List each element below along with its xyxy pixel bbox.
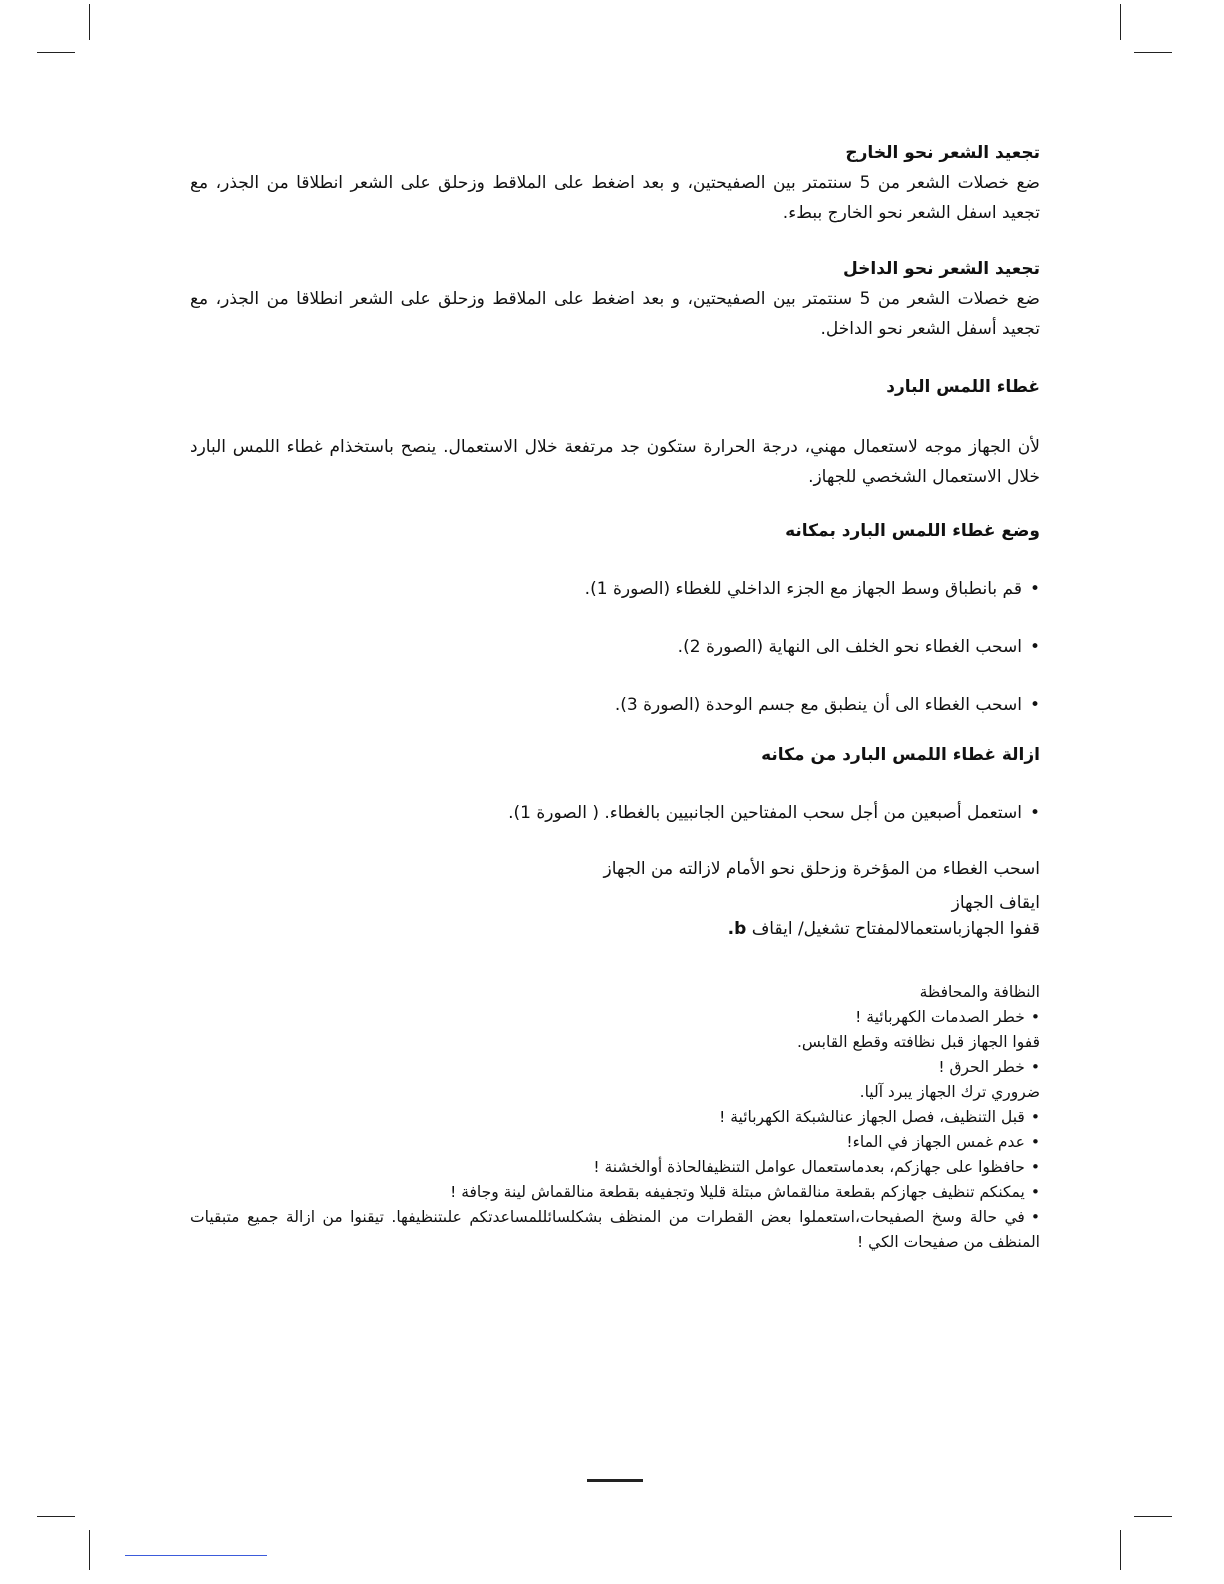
list-item bbox=[190, 1030, 1040, 1055]
list-item: •اسحب الغطاء الى أن ينطبق مع جسم الوحدة (الصورة 3). bbox=[614, 695, 1040, 715]
list-item: •قبل التنظيف، فصل الجهاز عنالشبكة الكهربائية ! bbox=[719, 1108, 1040, 1126]
list-item: •خطر الحرق ! bbox=[938, 1058, 1040, 1076]
section-cool-cover bbox=[190, 372, 1040, 492]
paragraph-remove-after: اسحب الغطاء من المؤخرة وزحلق نحو الأمام لازالته من الجهاز bbox=[603, 859, 1040, 879]
paragraph-curl-out: ضع خصلات الشعر من 5 سنتمتر بين الصفيحتين، و بعد اضغط على الملاقط وزحلق على الشعر انطلاقا من الجذر، مع تجعيد اسفل الشعر نحو الخارج ببطء. bbox=[190, 173, 1040, 223]
list-item-text: قم بانطباق وسط الجهاز مع الجزء الداخلي للغطاء (الصورة 1). bbox=[584, 579, 1022, 599]
crop-mark bbox=[1120, 1530, 1121, 1570]
crop-mark bbox=[1134, 1516, 1172, 1517]
list-item: •حافظوا على جهازكم، بعدماستعمال عوامل التنظيفالحاذة أوالخشنة ! bbox=[593, 1158, 1040, 1176]
paragraph-stop-device bbox=[190, 916, 1040, 942]
document-body bbox=[190, 138, 1040, 1255]
heading-curl-out: تجعيد الشعر نحو الخارج bbox=[845, 143, 1040, 163]
list-item: •قم بانطباق وسط الجهاز مع الجزء الداخلي للغطاء (الصورة 1). bbox=[584, 579, 1040, 599]
section-curl-out bbox=[190, 138, 1040, 228]
list-item-text: استعمل أصبعين من أجل سحب المفتاحين الجانبيين بالغطاء. ( الصورة 1). bbox=[508, 803, 1022, 823]
stop-key-label: b. bbox=[727, 919, 747, 939]
crop-mark bbox=[89, 4, 90, 40]
crop-mark bbox=[37, 1516, 75, 1517]
crop-mark bbox=[89, 1530, 90, 1570]
heading-stop-device: ايقاف الجهاز bbox=[951, 893, 1040, 913]
crop-mark bbox=[1134, 52, 1172, 53]
heading-remove-cover: ازالة غطاء اللمس البارد من مكانه bbox=[761, 745, 1040, 765]
crop-mark bbox=[1120, 4, 1121, 40]
list-item: •خطر الصدمات الكهربائية ! bbox=[855, 1008, 1040, 1026]
heading-cool-cover: غطاء اللمس البارد bbox=[886, 377, 1040, 397]
list-item-text: خطر الحرق ! bbox=[938, 1058, 1025, 1076]
section-stop-device bbox=[190, 890, 1040, 942]
footer-link-underline bbox=[125, 1555, 267, 1556]
list-item: •استعمل أصبعين من أجل سحب المفتاحين الجانبيين بالغطاء. ( الصورة 1). bbox=[508, 803, 1040, 823]
heading-cleaning: النظافة والمحافظة bbox=[919, 983, 1040, 1001]
list-item-text: خطر الصدمات الكهربائية ! bbox=[855, 1008, 1025, 1026]
list-item-text: يمكنكم تنظيف جهازكم بقطعة منالقماش مبتلة قليلا وتجفيفه بقطعة منالقماش لينة وجافة ! bbox=[450, 1183, 1025, 1201]
paragraph-curl-in: ضع خصلات الشعر من 5 سنتمتر بين الصفيحتين، و بعد اضغط على الملاقط وزحلق على الشعر انطلاقا من الجذر، مع تجعيد أسفل الشعر نحو الداخل. bbox=[190, 289, 1040, 339]
section-place-cover bbox=[190, 516, 1040, 720]
list-item-text: ضروري ترك الجهاز يبرد آليا. bbox=[859, 1083, 1040, 1101]
list-item-text: حافظوا على جهازكم، بعدماستعمال عوامل التنظيفالحاذة أوالخشنة ! bbox=[593, 1158, 1025, 1176]
section-curl-in bbox=[190, 254, 1040, 344]
heading-curl-in: تجعيد الشعر نحو الداخل bbox=[842, 259, 1040, 279]
paragraph-cool-cover: لأن الجهاز موجه لاستعمال مهني، درجة الحرارة ستكون جد مرتفعة خلال الاستعمال. ينصح باستخذام غطاء اللمس البارد خلال الاستعمال الشخصي للجهاز. bbox=[190, 437, 1040, 487]
list-item-text: قفوا الجهاز قبل نظافته وقطع القابس. bbox=[796, 1033, 1040, 1051]
crop-mark bbox=[37, 52, 75, 53]
section-remove-cover bbox=[190, 740, 1040, 884]
stop-device-text: قفوا الجهازباستعمالالمفتاح تشغيل/ ايقاف bbox=[751, 919, 1040, 939]
heading-place-cover-text: وضع غطاء اللمس البارد بمكانه bbox=[785, 521, 1040, 541]
list-item-text: اسحب الغطاء الى أن ينطبق مع جسم الوحدة (الصورة 3). bbox=[614, 695, 1022, 715]
section-cleaning bbox=[190, 980, 1040, 1255]
list-item-text: قبل التنظيف، فصل الجهاز عنالشبكة الكهربائية ! bbox=[719, 1108, 1025, 1126]
list-item-text: في حالة وسخ الصفيحات،استعملوا بعض القطرات من المنظف بشكلسائللمساعدتكم علىتنظيفها. تيقنوا من ازالة جميع متبقيات المنظف من صفيحات الكي ! bbox=[190, 1208, 1040, 1251]
page-number-rule bbox=[587, 1479, 643, 1482]
heading-place-cover bbox=[190, 516, 1040, 546]
list-item: •يمكنكم تنظيف جهازكم بقطعة منالقماش مبتلة قليلا وتجفيفه بقطعة منالقماش لينة وجافة ! bbox=[450, 1183, 1040, 1201]
list-item: •في حالة وسخ الصفيحات،استعملوا بعض القطرات من المنظف بشكلسائللمساعدتكم علىتنظيفها. تيقنوا من ازالة جميع متبقيات المنظف من صفيحات الكي ! bbox=[190, 1208, 1040, 1251]
list-item: •عدم غمس الجهاز في الماء! bbox=[846, 1133, 1040, 1151]
list-item-text: عدم غمس الجهاز في الماء! bbox=[846, 1133, 1025, 1151]
list-item bbox=[190, 1080, 1040, 1105]
list-item: •اسحب الغطاء نحو الخلف الى النهاية (الصورة 2). bbox=[677, 637, 1040, 657]
list-item-text: اسحب الغطاء نحو الخلف الى النهاية (الصورة 2). bbox=[677, 637, 1022, 657]
